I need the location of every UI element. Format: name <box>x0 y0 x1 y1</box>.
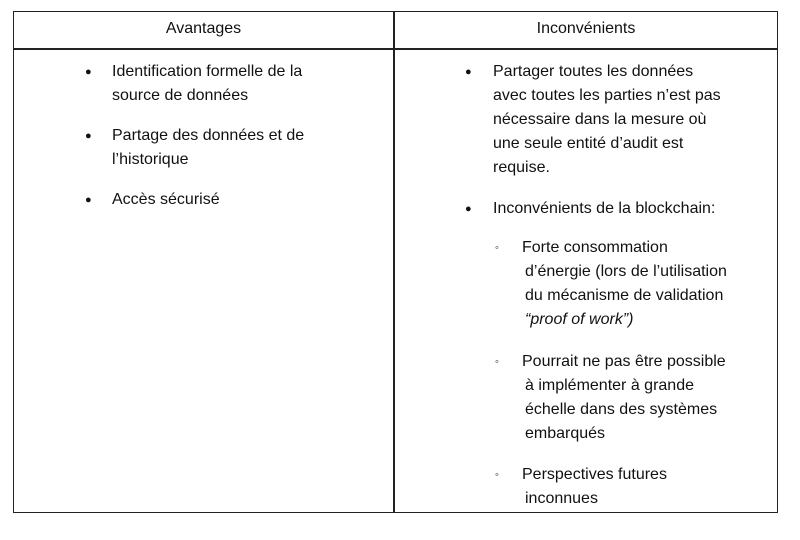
sub-item-line: à implémenter à grande <box>525 377 694 394</box>
bullet-icon: ● <box>85 194 92 206</box>
comparison-table <box>13 11 778 513</box>
sub-bullet-icon: ◦ <box>495 469 499 481</box>
blockchain-label: Inconvénients de la blockchain: <box>493 200 716 217</box>
advantage-line: l’historique <box>112 151 189 168</box>
sub-item-line: Perspectives futures <box>522 466 667 483</box>
disadvantage-line: avec toutes les parties n’est pas <box>493 87 721 104</box>
bullet-icon: ● <box>85 66 92 78</box>
header-divider <box>14 48 777 50</box>
bullet-icon: ● <box>465 203 472 215</box>
sub-item-line: échelle dans des systèmes <box>525 401 718 418</box>
header-disadvantages: Inconvénients <box>536 20 636 37</box>
advantage-line: source de données <box>112 87 249 104</box>
bullet-icon: ● <box>85 130 92 142</box>
sub-bullet-icon: ◦ <box>495 242 499 254</box>
sub-item-line: inconnues <box>525 490 598 507</box>
sub-item-line: Pourrait ne pas être possible <box>522 353 726 370</box>
sub-bullet-icon: ◦ <box>495 356 499 368</box>
column-divider <box>393 12 395 512</box>
advantage-line: Identification formelle de la <box>112 63 303 80</box>
header-advantages: Avantages <box>165 20 242 37</box>
bullet-icon: ● <box>465 66 472 78</box>
sub-item-line: Forte consommation <box>522 239 668 256</box>
sub-item-line-italic: “proof of work”) <box>525 311 634 328</box>
disadvantage-line: Partager toutes les données <box>493 63 694 80</box>
sub-item-line: d’énergie (lors de l’utilisation <box>525 263 727 280</box>
disadvantage-line: nécessaire dans la mesure où <box>493 111 707 128</box>
disadvantage-line: requise. <box>493 159 550 176</box>
sub-item-line: embarqués <box>525 425 606 442</box>
sub-item-line: du mécanisme de validation <box>525 287 724 304</box>
advantage-line: Partage des données et de <box>112 127 305 144</box>
disadvantage-line: une seule entité d’audit est <box>493 135 684 152</box>
advantage-line: Accès sécurisé <box>112 191 220 208</box>
